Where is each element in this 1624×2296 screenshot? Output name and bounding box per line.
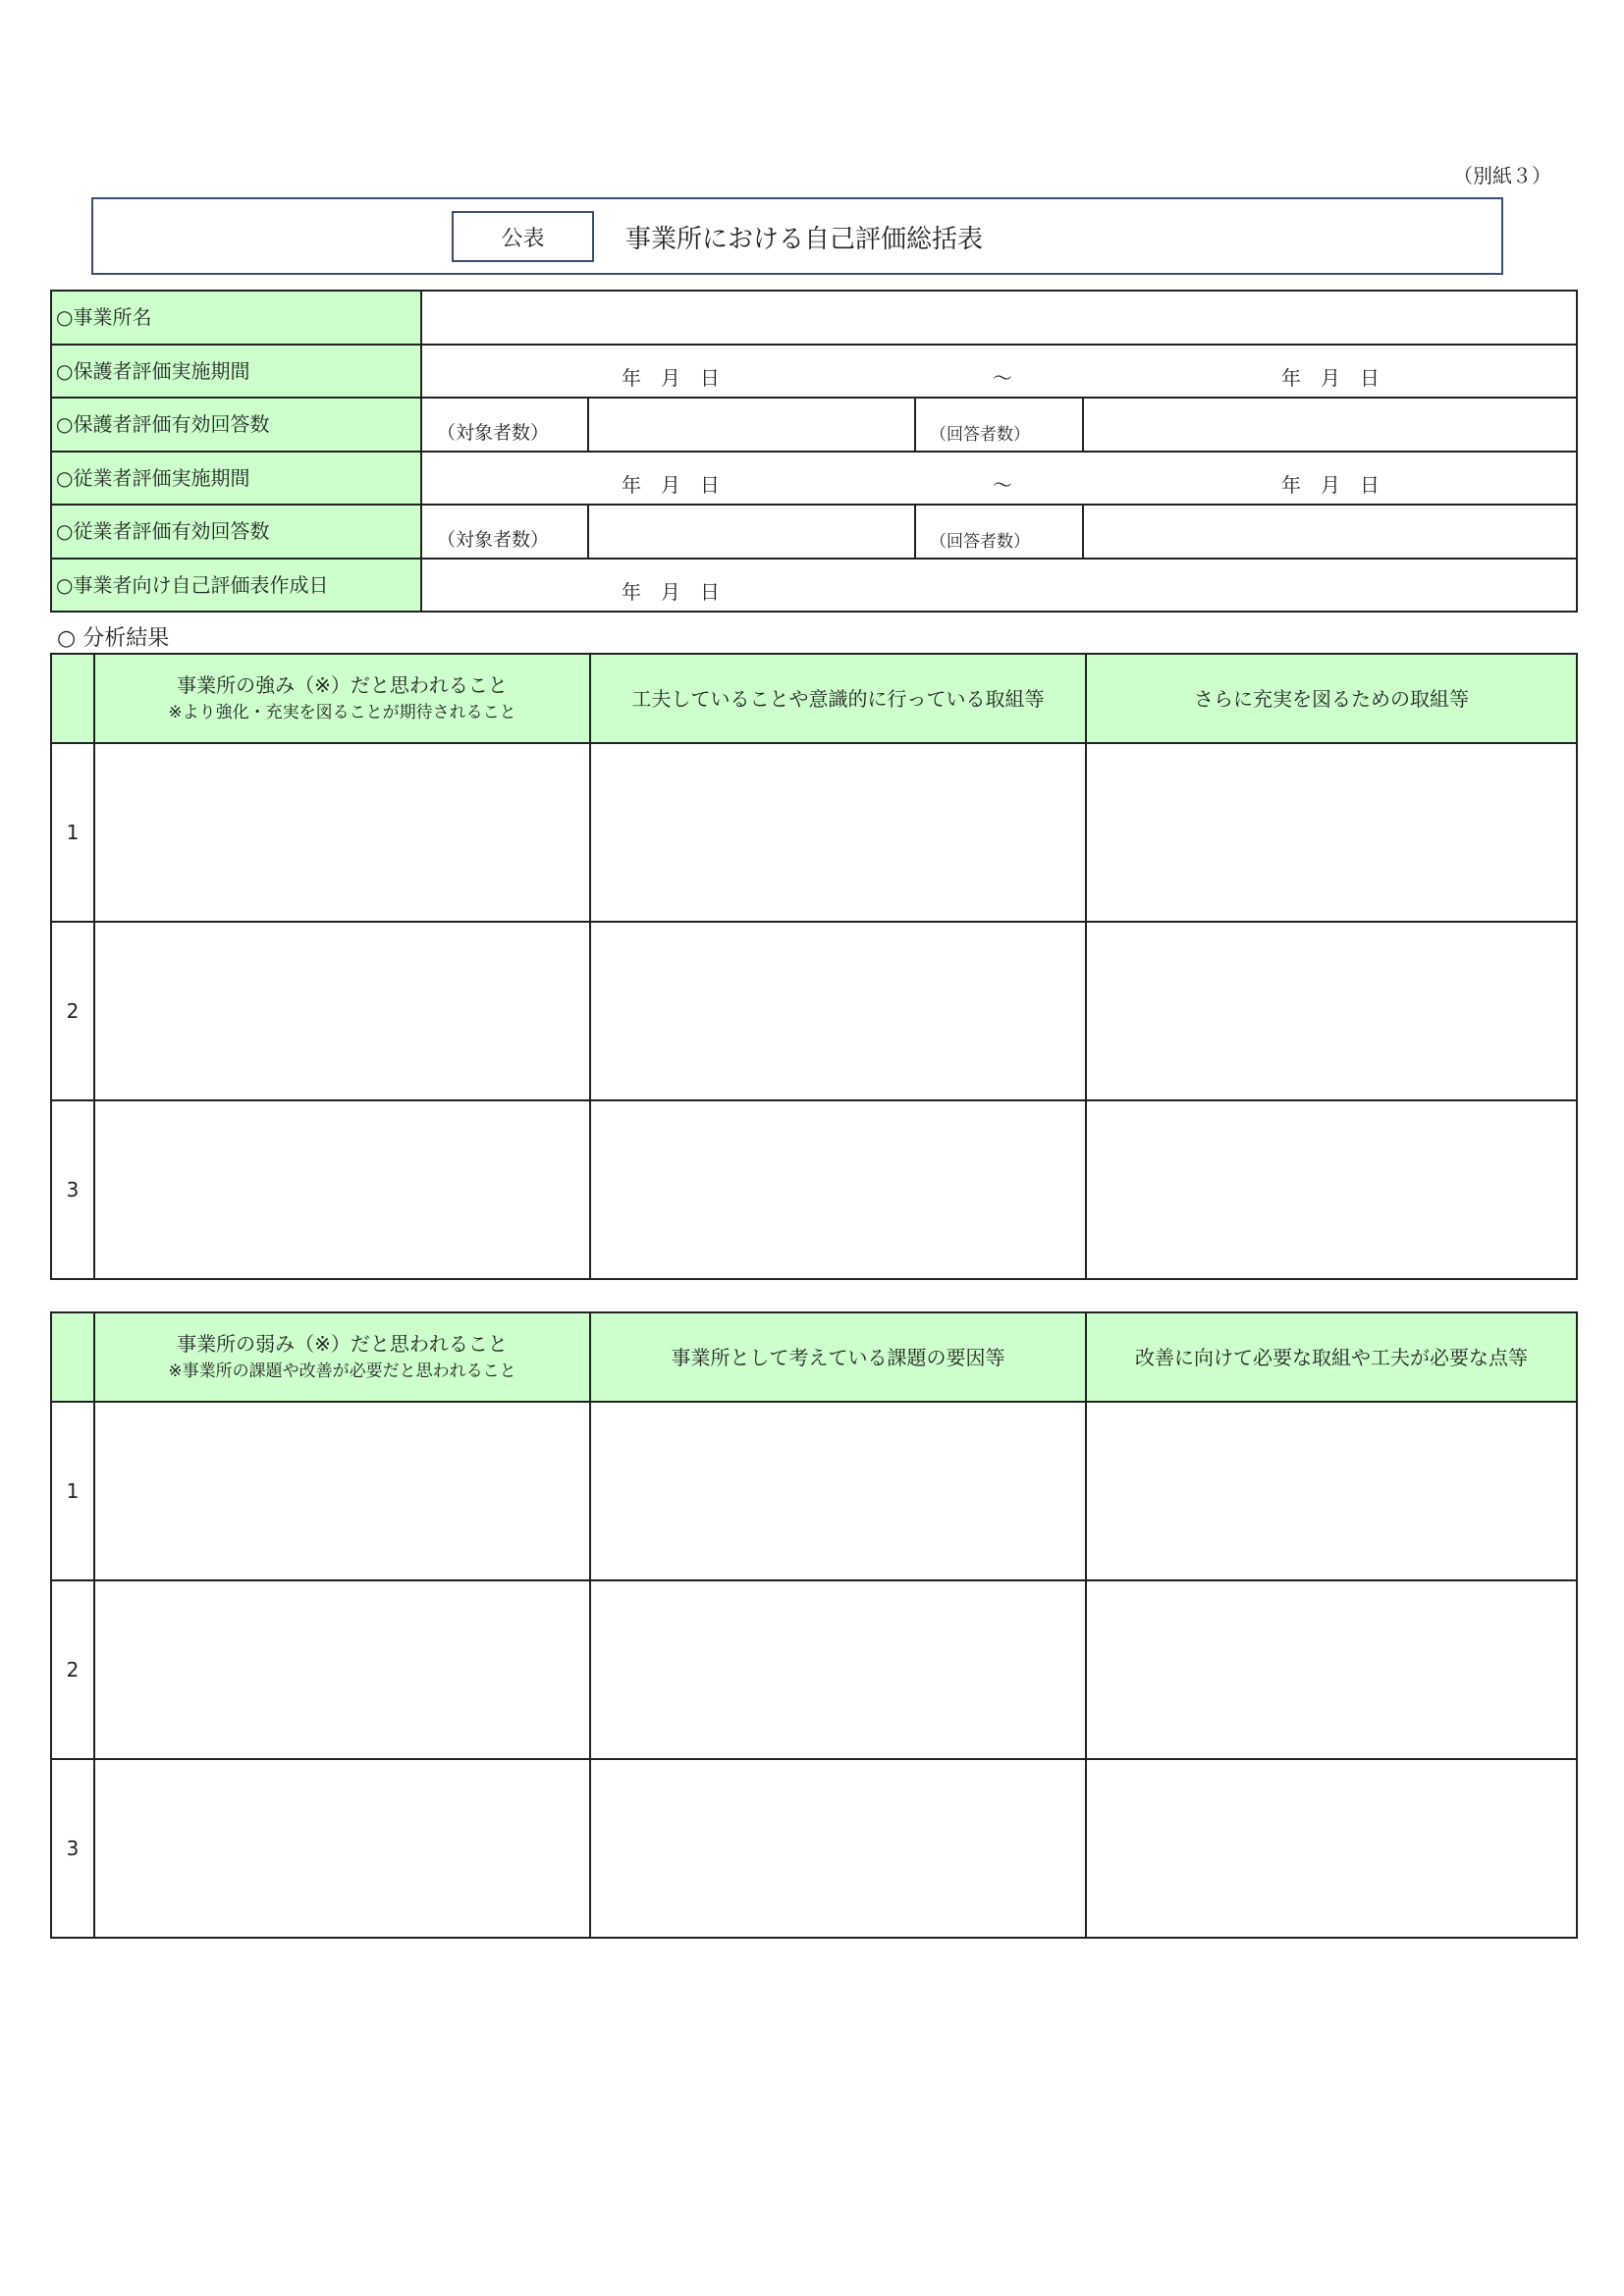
strengths-col3-title: さらに充実を図るための取組等 <box>1194 686 1469 711</box>
target-count-label: （対象者数） <box>421 505 588 559</box>
weaknesses-col3-title: 改善に向けて必要な取組や工夫が必要な点等 <box>1135 1345 1528 1369</box>
respondent-count-label: （回答者数） <box>915 398 1083 452</box>
strength-cell[interactable] <box>94 922 590 1100</box>
strengths-col2-title: 工夫していることや意識的に行っている取組等 <box>631 686 1045 711</box>
guardian-respondent-count-field[interactable] <box>1083 398 1577 452</box>
header-corner <box>51 654 94 743</box>
publication-tag: 公表 <box>452 211 594 262</box>
weaknesses-col1-title: 事業所の弱み（※）だと思われること <box>177 1331 508 1356</box>
table-row <box>51 1402 1577 1580</box>
enhancement-cell[interactable] <box>1086 743 1577 922</box>
cause-cell[interactable] <box>590 1759 1086 1938</box>
table-row <box>51 1100 1577 1279</box>
info-row-guardian-responses <box>51 398 1577 452</box>
info-row-creation-date <box>51 559 1577 613</box>
info-row-staff-period <box>51 452 1577 506</box>
respondent-count-label: （回答者数） <box>915 505 1083 559</box>
month-label: 月 <box>661 580 680 604</box>
day-label: 日 <box>1360 473 1380 497</box>
strengths-header-row <box>51 654 1577 743</box>
row-number: 2 <box>51 922 94 1100</box>
office-name-label: ○事業所名 <box>51 291 421 345</box>
creation-date-field[interactable] <box>421 559 1577 613</box>
guardian-period-label: ○保護者評価実施期間 <box>51 345 421 399</box>
attachment-label: （別紙３） <box>1453 164 1551 187</box>
info-row-staff-responses <box>51 505 1577 559</box>
guardian-responses-label: ○保護者評価有効回答数 <box>51 398 421 452</box>
table-row <box>51 743 1577 922</box>
weakness-cell[interactable] <box>94 1580 590 1759</box>
year-label: 年 <box>1281 366 1301 390</box>
day-label: 日 <box>700 366 720 390</box>
row-number: 3 <box>51 1100 94 1279</box>
year-label: 年 <box>622 473 641 497</box>
weaknesses-col3-header <box>1086 1312 1577 1402</box>
year-label: 年 <box>1281 473 1301 497</box>
weaknesses-table <box>50 1311 1578 1939</box>
day-label: 日 <box>700 580 720 604</box>
analysis-section-label: ○ 分析結果 <box>57 626 170 651</box>
improvement-cell[interactable] <box>1086 1759 1577 1938</box>
target-count-label: （対象者数） <box>421 398 588 452</box>
staff-respondent-count-field[interactable] <box>1083 505 1577 559</box>
strength-cell[interactable] <box>94 1100 590 1279</box>
month-label: 月 <box>661 473 680 497</box>
title-box <box>91 197 1503 275</box>
row-number: 1 <box>51 1402 94 1580</box>
initiative-cell[interactable] <box>590 1100 1086 1279</box>
header-corner <box>51 1312 94 1402</box>
month-label: 月 <box>661 366 680 390</box>
strength-cell[interactable] <box>94 743 590 922</box>
strengths-col3-header <box>1086 654 1577 743</box>
info-table <box>50 290 1578 613</box>
month-label: 月 <box>1321 473 1340 497</box>
office-name-field[interactable] <box>421 291 1577 345</box>
strengths-col1-note: ※より強化・充実を図ることが期待されること <box>168 702 516 722</box>
guardian-target-count-field[interactable] <box>588 398 915 452</box>
info-row-guardian-period <box>51 345 1577 399</box>
initiative-cell[interactable] <box>590 922 1086 1100</box>
year-label: 年 <box>622 580 641 604</box>
strengths-table <box>50 653 1578 1280</box>
row-number: 2 <box>51 1580 94 1759</box>
row-number: 3 <box>51 1759 94 1938</box>
staff-target-count-field[interactable] <box>588 505 915 559</box>
cause-cell[interactable] <box>590 1580 1086 1759</box>
day-label: 日 <box>1360 366 1380 390</box>
improvement-cell[interactable] <box>1086 1402 1577 1580</box>
weaknesses-col2-title: 事業所として考えている課題の要因等 <box>671 1345 1005 1369</box>
year-label: 年 <box>622 366 641 390</box>
row-number: 1 <box>51 743 94 922</box>
range-tilde: ～ <box>993 366 1012 390</box>
staff-period-label: ○従業者評価実施期間 <box>51 452 421 506</box>
strengths-col2-header <box>590 654 1086 743</box>
cause-cell[interactable] <box>590 1402 1086 1580</box>
strengths-col1-header <box>94 654 590 743</box>
weaknesses-col1-header <box>94 1312 590 1402</box>
range-tilde: ～ <box>993 473 1012 497</box>
guardian-period-field[interactable] <box>421 345 1577 399</box>
month-label: 月 <box>1321 366 1340 390</box>
weaknesses-col2-header <box>590 1312 1086 1402</box>
enhancement-cell[interactable] <box>1086 1100 1577 1279</box>
info-row-office <box>51 291 1577 345</box>
improvement-cell[interactable] <box>1086 1580 1577 1759</box>
staff-responses-label: ○従業者評価有効回答数 <box>51 505 421 559</box>
weaknesses-header-row <box>51 1312 1577 1402</box>
strengths-col1-title: 事業所の強み（※）だと思われること <box>177 672 508 697</box>
document-title: 事業所における自己評価総括表 <box>625 225 984 254</box>
initiative-cell[interactable] <box>590 743 1086 922</box>
day-label: 日 <box>700 473 720 497</box>
weakness-cell[interactable] <box>94 1759 590 1938</box>
creation-date-label: ○事業者向け自己評価表作成日 <box>51 559 421 613</box>
table-row <box>51 1759 1577 1938</box>
weaknesses-col1-note: ※事業所の課題や改善が必要だと思われること <box>168 1361 516 1381</box>
table-row <box>51 922 1577 1100</box>
weakness-cell[interactable] <box>94 1402 590 1580</box>
enhancement-cell[interactable] <box>1086 922 1577 1100</box>
table-row <box>51 1580 1577 1759</box>
staff-period-field[interactable] <box>421 452 1577 506</box>
